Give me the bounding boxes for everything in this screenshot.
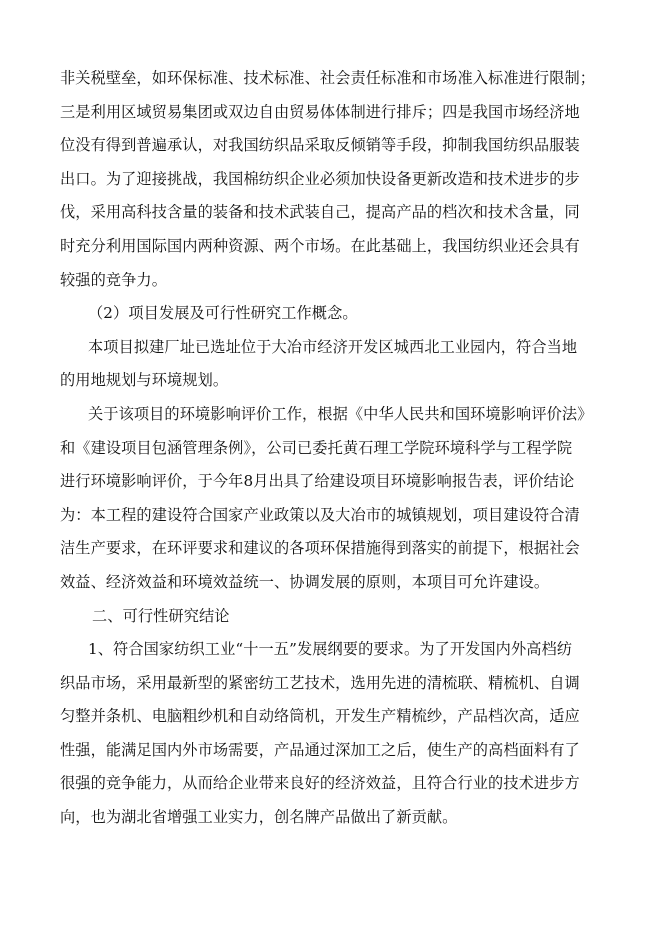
text-line: 效益、经济效益和环境效益统一、协调发展的原则，本项目可允许建设。 — [60, 572, 550, 591]
text-line: 三是利用区域贸易集团或双边自由贸易体体制进行排斥；四是我国市场经济地 — [60, 102, 580, 121]
section-heading: 二、可行性研究结论 — [92, 606, 230, 625]
text-line: 关于该项目的环境影响评价工作，根据《中华人民共和国环境影响评价法》 — [88, 404, 593, 423]
text-line: 匀整并条机、电脑粗纱机和自动络筒机，开发生产精梳纱，产品档次高，适应 — [60, 707, 580, 726]
text-line: 和《建设项目包涵管理条例》，公司已委托黄石理工学院环境科学与工程学院 — [60, 438, 573, 457]
text-line: 很强的竞争能力，从而给企业带来良好的经济效益，且符合行业的技术进步方 — [60, 774, 580, 793]
text-line: 进行环境影响评价，于今年8月出具了给建设项目环境影响报告表，评价结论 — [60, 472, 575, 491]
text-line: 本项目拟建厂址已选址位于大冶市经济开发区城西北工业园内，符合当地 — [88, 337, 578, 356]
section-heading: （2）项目发展及可行性研究工作概念。 — [88, 304, 358, 323]
text-line: 伐，采用高科技含量的装备和技术武装自己，提高产品的档次和技术含量，同 — [60, 203, 580, 222]
text-line: 为：本工程的建设符合国家产业政策以及大冶市的城镇规划，项目建设符合清 — [60, 505, 580, 524]
text-line: 出口。为了迎接挑战，我国棉纺织企业必须加快设备更新改造和技术进步的步 — [60, 169, 580, 188]
text-line: 的用地规划与环境规划。 — [60, 371, 229, 390]
text-line: 织品市场，采用最新型的紧密纺工艺技术，选用先进的清梳联、精梳机、自调 — [60, 673, 580, 692]
text-line: 向，也为湖北省增强工业实力，创名牌产品做出了新贡献。 — [60, 808, 458, 827]
text-line: 性强，能满足国内外市场需要，产品通过深加工之后，使生产的高档面料有了 — [60, 740, 580, 759]
text-line: 较强的竞争力。 — [60, 270, 168, 289]
text-line: 非关税壁垒，如环保标准、技术标准、社会责任标准和市场准入标准进行限制； — [60, 69, 596, 87]
text-line: 洁生产要求，在环评要求和建议的各项环保措施得到落实的前提下，根据社会 — [60, 539, 580, 558]
body-text — [60, 62, 612, 835]
text-line: 位没有得到普遍承认，对我国纺织品采取反倾销等手段，抑制我国纺织品服装 — [60, 136, 580, 155]
text-line: 时充分利用国际国内两种资源、两个市场。在此基础上，我国纺织业还会具有 — [60, 236, 580, 255]
text-line: 1、符合国家纺织工业“十一五”发展纲要的要求。为了开发国内外高档纺 — [88, 640, 573, 659]
